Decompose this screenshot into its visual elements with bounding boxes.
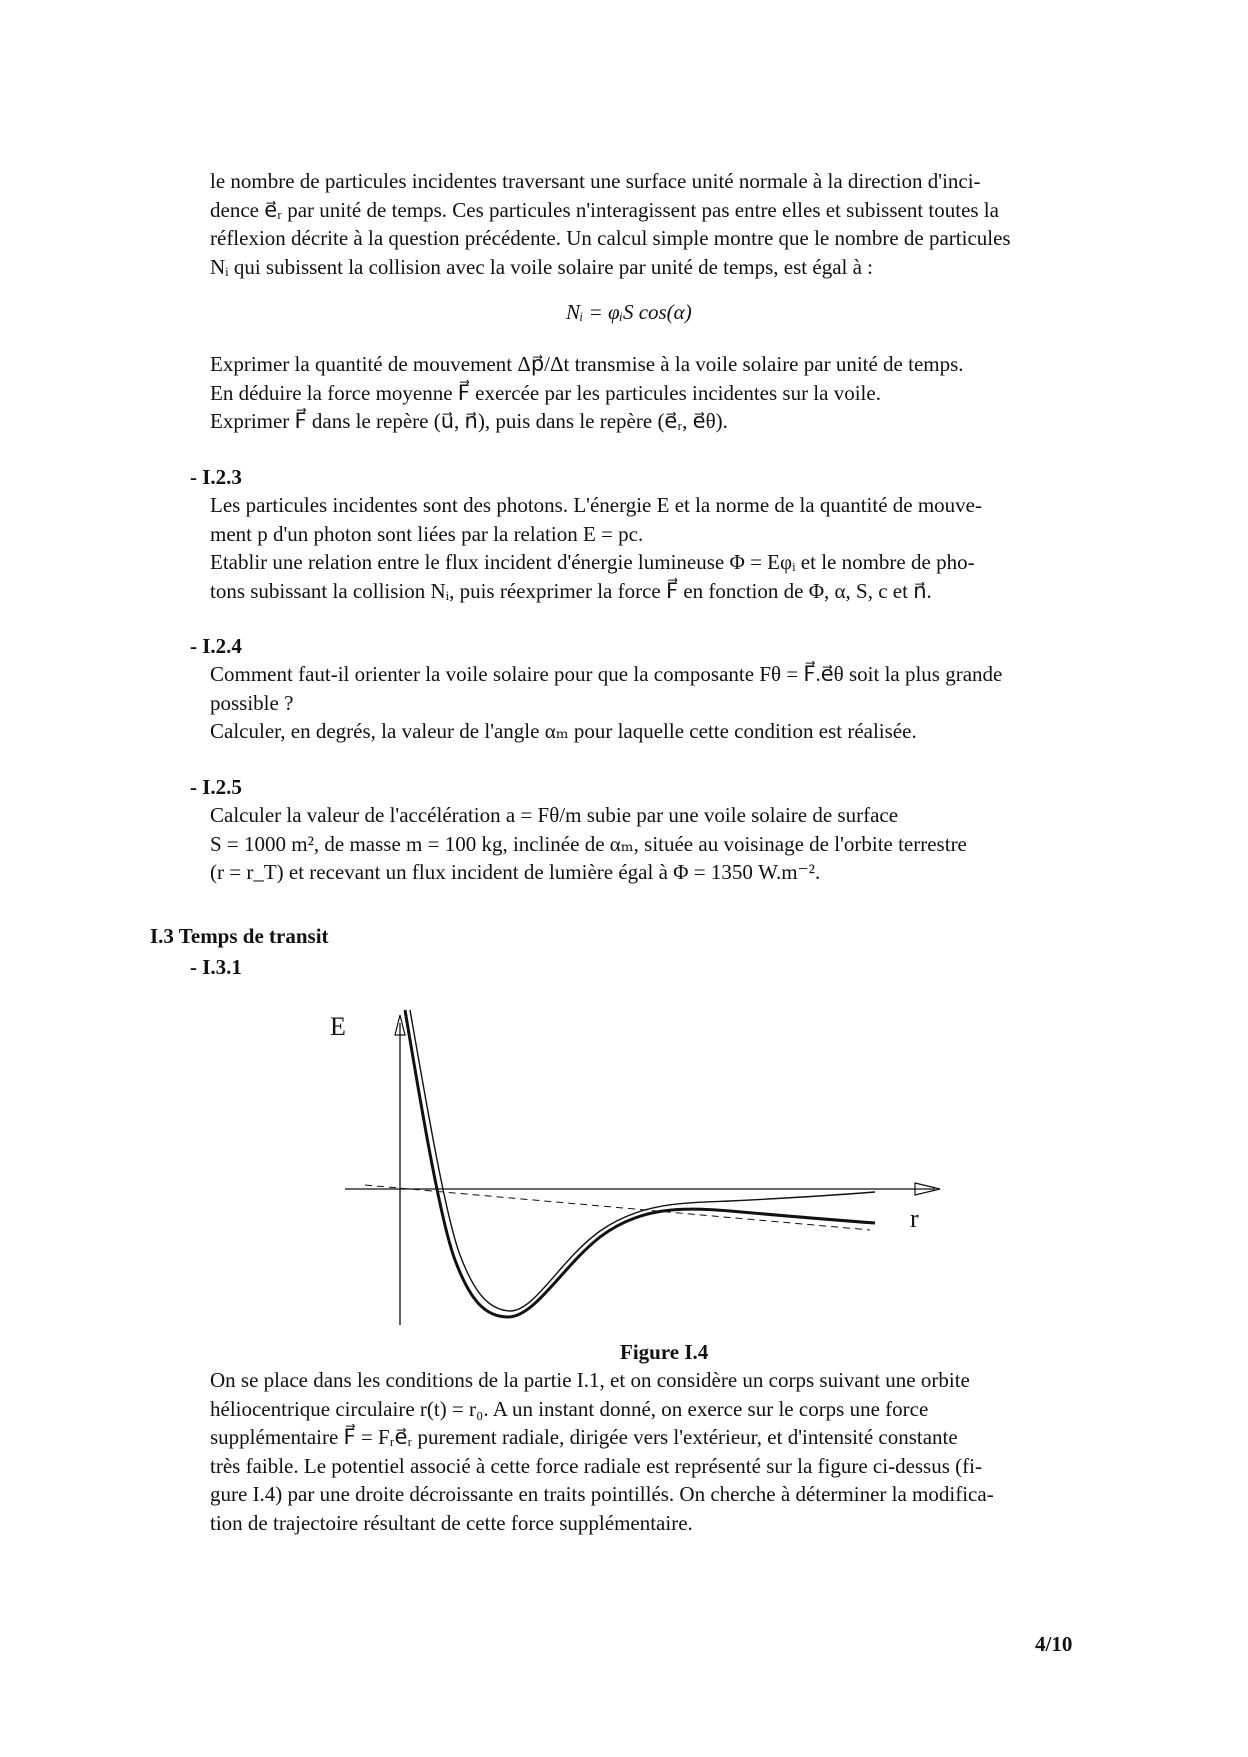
top-paragraph-line: le nombre de particules incidentes traversant une surface unité normale à la direction d'inci- [210,169,981,193]
question-line: tons subissant la collision Nᵢ, puis réexprimer la force F⃗ en fonction de Φ, α, S, c et n⃗. [210,578,932,603]
question-line: Calculer la valeur de l'accélération a = Fθ/m subie par une voile solaire de surface [210,803,899,827]
figure-caption: Figure I.4 [620,1340,709,1364]
question-line: Les particules incidentes sont des photons. L'énergie E et la norme de la quantité de mouve- [210,493,982,517]
question-line: ment p d'un photon sont liées par la relation E = pc. [210,521,644,546]
top-paragraph-line: Nᵢ qui subissent la collision avec la voile solaire par unité de temps, est égal à : [210,254,874,279]
question-heading-124: - I.2.4 [190,634,242,658]
x-axis-label: r [910,1204,919,1233]
question-122-text [210,350,1083,436]
question-line: possible ? [210,690,294,715]
bottom-paragraph-line: gure I.4) par une droite décroissante en traits pointillés. On cherche à déterminer la modifica- [210,1482,994,1506]
question-line: Comment faut-il orienter la voile solaire pour que la composante Fθ = F⃗.e⃗θ soit la plus grande [210,662,1003,686]
page-number: 4/10 [1035,1632,1073,1656]
potential-curve-upper [410,1010,875,1311]
bottom-paragraph-line: supplémentaire F⃗ = Fᵣe⃗ᵣ purement radiale, dirigée vers l'extérieur, et d'intensité constante [210,1425,958,1449]
question-125-text [210,801,1083,887]
bottom-paragraph-line: très faible. Le potentiel associé à cette force radiale est représenté sur la figure ci-dessus (fi- [210,1453,982,1478]
question-heading-123: - I.2.3 [190,465,242,489]
bottom-paragraph-line: On se place dans les conditions de la partie I.1, et on considère un corps suivant une orbite [210,1368,970,1392]
potential-curve-lower [405,1010,875,1317]
question-123-text [210,491,1083,605]
question-124-text [210,660,1083,746]
bottom-paragraph-line: tion de trajectoire résultant de cette force supplémentaire. [210,1510,693,1535]
question-line: (r = r_T) et recevant un flux incident de lumière égal à Φ = 1350 W.m⁻². [210,860,821,884]
section-heading-13: I.3 Temps de transit [150,924,329,948]
question-line: Exprimer F⃗ dans le repère (u⃗, n⃗), puis dans le repère (e⃗ᵣ, e⃗θ). [210,409,728,433]
sub-heading-131: - I.3.1 [190,955,242,979]
equation-ni: Nᵢ = φᵢS cos(α) [566,300,692,324]
question-line: Calculer, en degrés, la valeur de l'angle αₘ pour laquelle cette condition est réalisée. [210,719,917,743]
figure-potential-energy [330,1005,950,1335]
question-heading-125: - I.2.5 [190,775,242,799]
top-paragraph-line: dence e⃗ᵣ par unité de temps. Ces particules n'interagissent pas entre elles et subissent toutes la [210,197,999,222]
question-line: S = 1000 m², de masse m = 100 kg, inclinée de αₘ, située au voisinage de l'orbite terrestre [210,831,967,856]
question-line: Etablir une relation entre le flux incident d'énergie lumineuse Φ = Eφᵢ et le nombre de pho- [210,550,975,574]
top-paragraph [210,167,1083,281]
y-axis-label: E [330,1012,346,1041]
question-line: En déduire la force moyenne F⃗ exercée par les particules incidentes sur la voile. [210,380,881,405]
top-paragraph-line: réflexion décrite à la question précédente. Un calcul simple montre que le nombre de particules [210,226,1011,250]
bottom-paragraph [210,1366,1083,1537]
question-line: Exprimer la quantité de mouvement Δp⃗/Δt transmise à la voile solaire par unité de temps. [210,352,964,376]
bottom-paragraph-line: héliocentrique circulaire r(t) = r₀. A un instant donné, on exerce sur le corps une force [210,1396,929,1421]
